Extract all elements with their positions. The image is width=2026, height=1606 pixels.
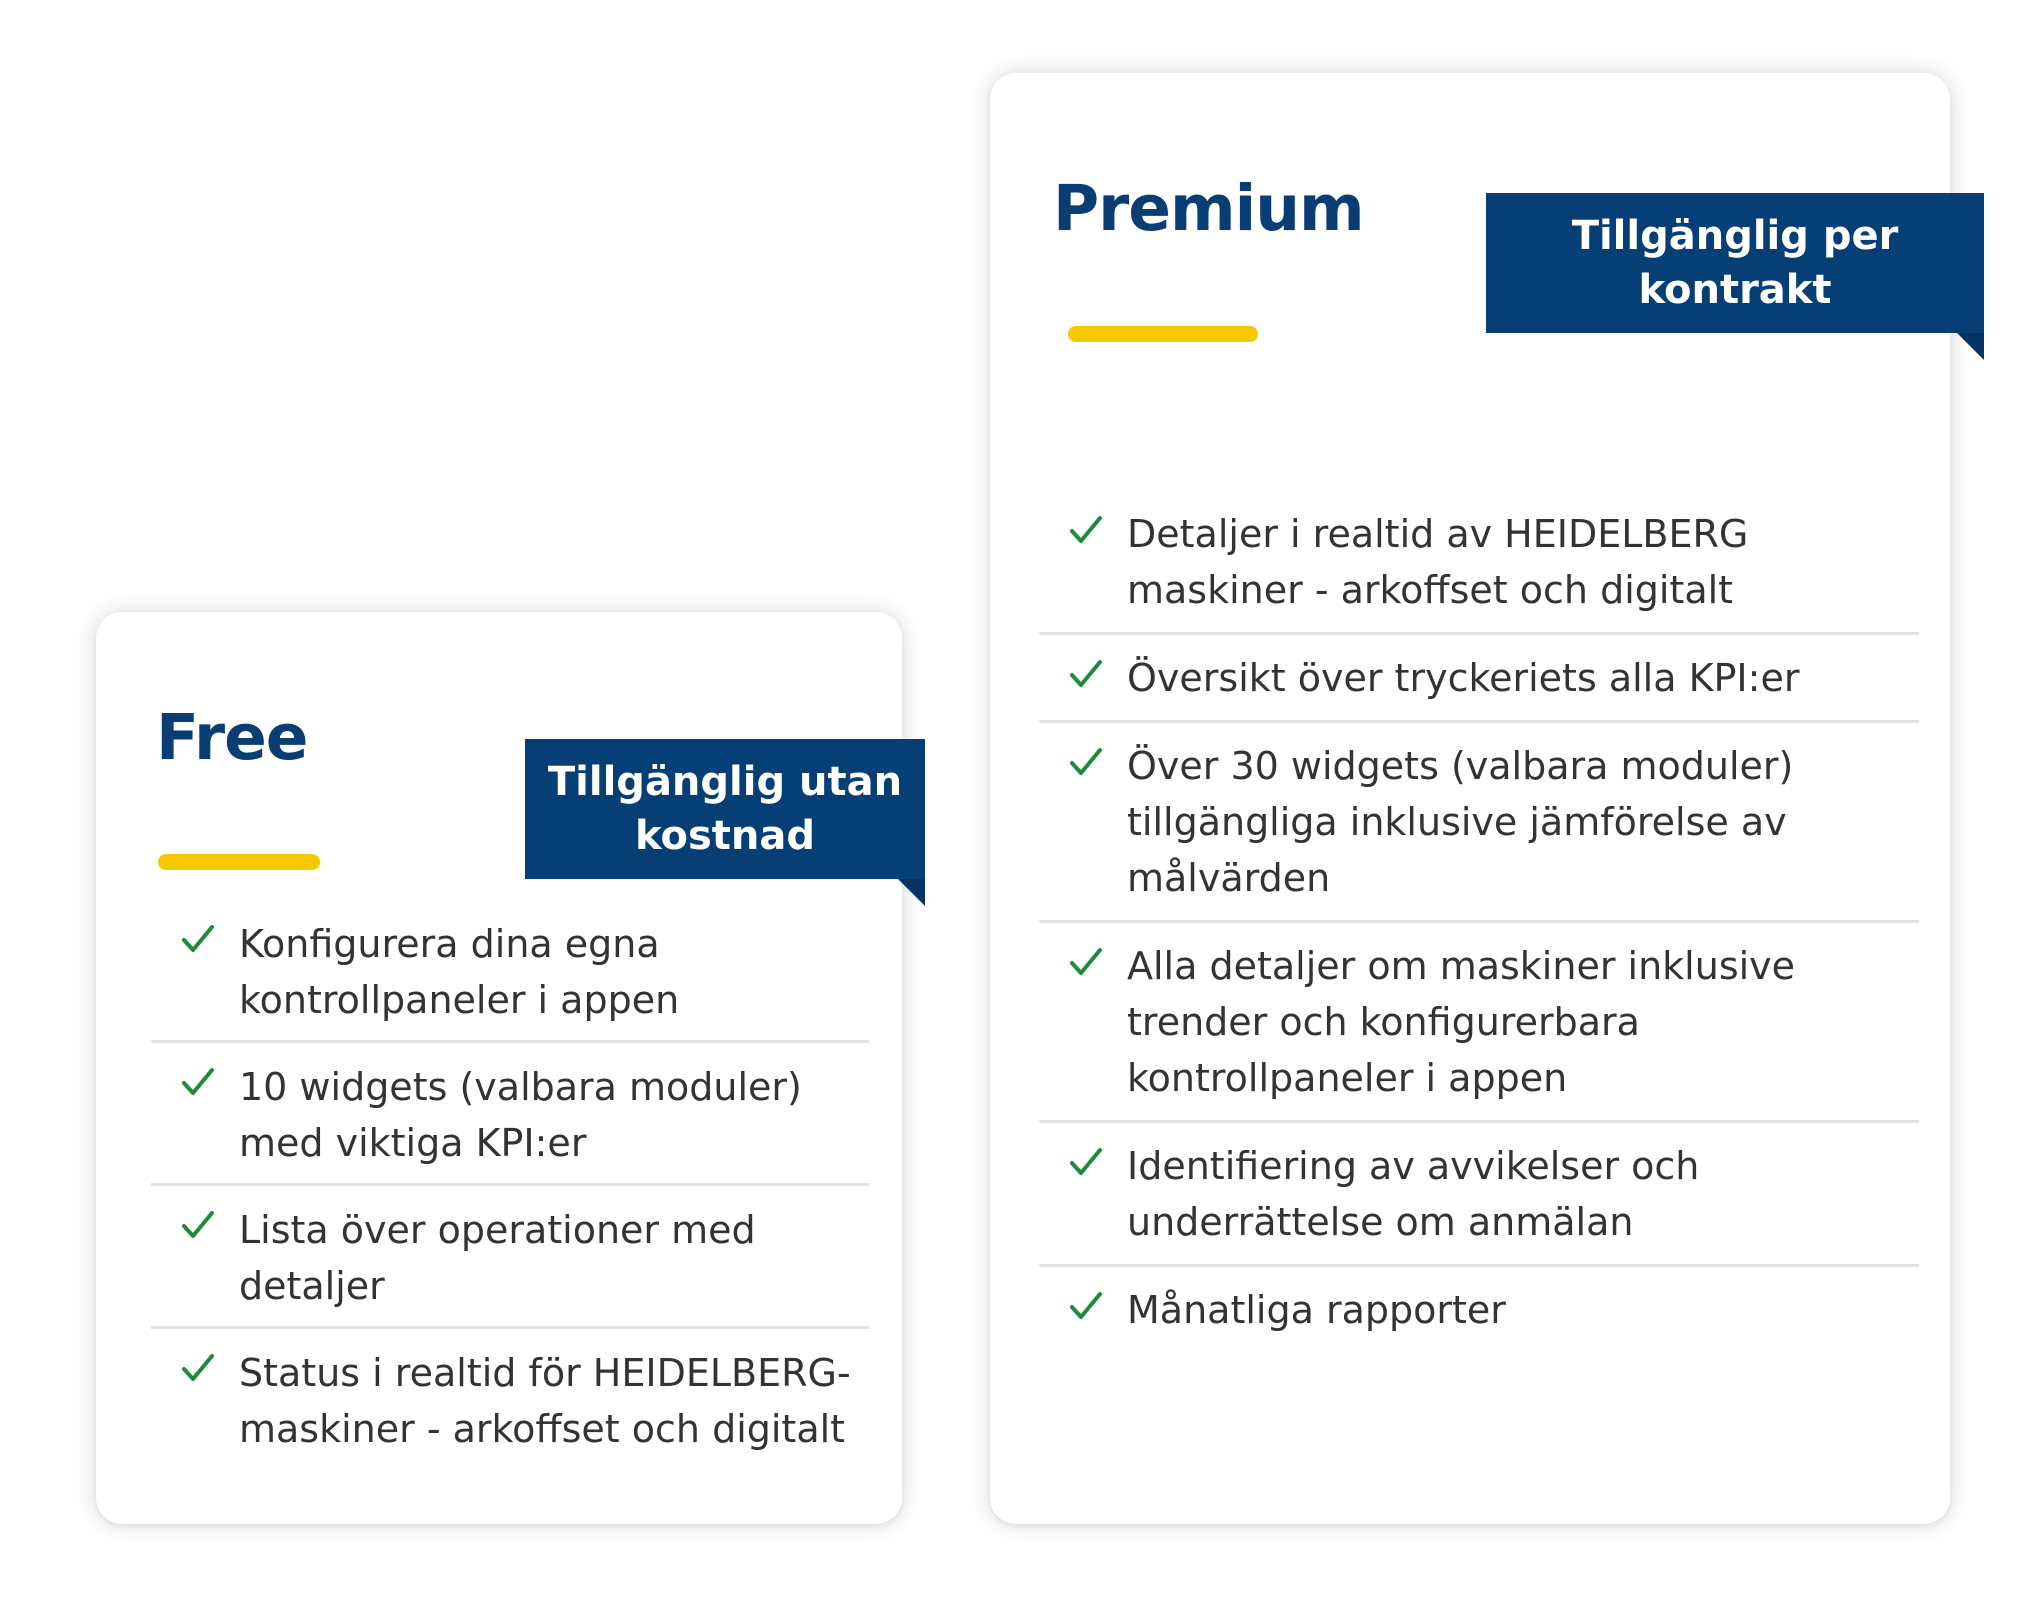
premium-feature-item — [1039, 723, 1919, 923]
check-icon — [1069, 513, 1103, 547]
premium-feature-list — [1039, 491, 1919, 1352]
free-feature-item — [151, 1186, 869, 1329]
premium-plan-card — [990, 73, 1950, 1524]
premium-accent-bar — [1068, 326, 1258, 342]
free-feature-text: Konfigurera dina egna kontrollpaneler i appen — [239, 922, 680, 1022]
check-icon — [181, 1351, 215, 1385]
premium-feature-item — [1039, 635, 1919, 723]
check-icon — [1069, 1145, 1103, 1179]
free-feature-item — [151, 900, 869, 1043]
premium-feature-text: Identifiering av avvikelser och underrättelse om anmälan — [1127, 1144, 1700, 1244]
premium-feature-text: Månatliga rapporter — [1127, 1288, 1506, 1332]
free-plan-badge: Tillgänglig utan kostnad — [525, 739, 925, 879]
free-feature-text: 10 widgets (valbara moduler) med viktiga KPI:er — [239, 1065, 802, 1165]
premium-feature-text: Översikt över tryckeriets alla KPI:er — [1127, 656, 1800, 700]
premium-plan-badge: Tillgänglig per kontrakt — [1486, 193, 1984, 333]
premium-feature-text: Över 30 widgets (valbara moduler) tillgängliga inklusive jämförelse av målvärden — [1127, 744, 1794, 900]
check-icon — [1069, 945, 1103, 979]
check-icon — [181, 922, 215, 956]
premium-feature-text: Detaljer i realtid av HEIDELBERG maskiner - arkoffset och digitalt — [1127, 512, 1749, 612]
premium-feature-item — [1039, 1267, 1919, 1352]
free-plan-card — [96, 612, 902, 1524]
free-feature-item — [151, 1329, 869, 1469]
check-icon — [1069, 745, 1103, 779]
check-icon — [181, 1208, 215, 1242]
free-feature-list — [151, 900, 869, 1469]
premium-feature-text: Alla detaljer om maskiner inklusive trender och konfigurerbara kontrollpaneler i appen — [1127, 944, 1796, 1100]
free-feature-text: Status i realtid för HEIDELBERG-maskiner - arkoffset och digitalt — [239, 1351, 851, 1451]
check-icon — [181, 1065, 215, 1099]
premium-feature-item — [1039, 491, 1919, 635]
premium-feature-item — [1039, 923, 1919, 1123]
free-plan-title: Free — [156, 701, 308, 774]
free-feature-item — [151, 1043, 869, 1186]
free-accent-bar — [158, 854, 320, 870]
free-feature-text: Lista över operationer med detaljer — [239, 1208, 756, 1308]
premium-badge-fold — [1957, 333, 1984, 360]
check-icon — [1069, 657, 1103, 691]
check-icon — [1069, 1289, 1103, 1323]
free-badge-fold — [898, 879, 925, 906]
premium-feature-item — [1039, 1123, 1919, 1267]
premium-plan-title: Premium — [1053, 172, 1364, 245]
